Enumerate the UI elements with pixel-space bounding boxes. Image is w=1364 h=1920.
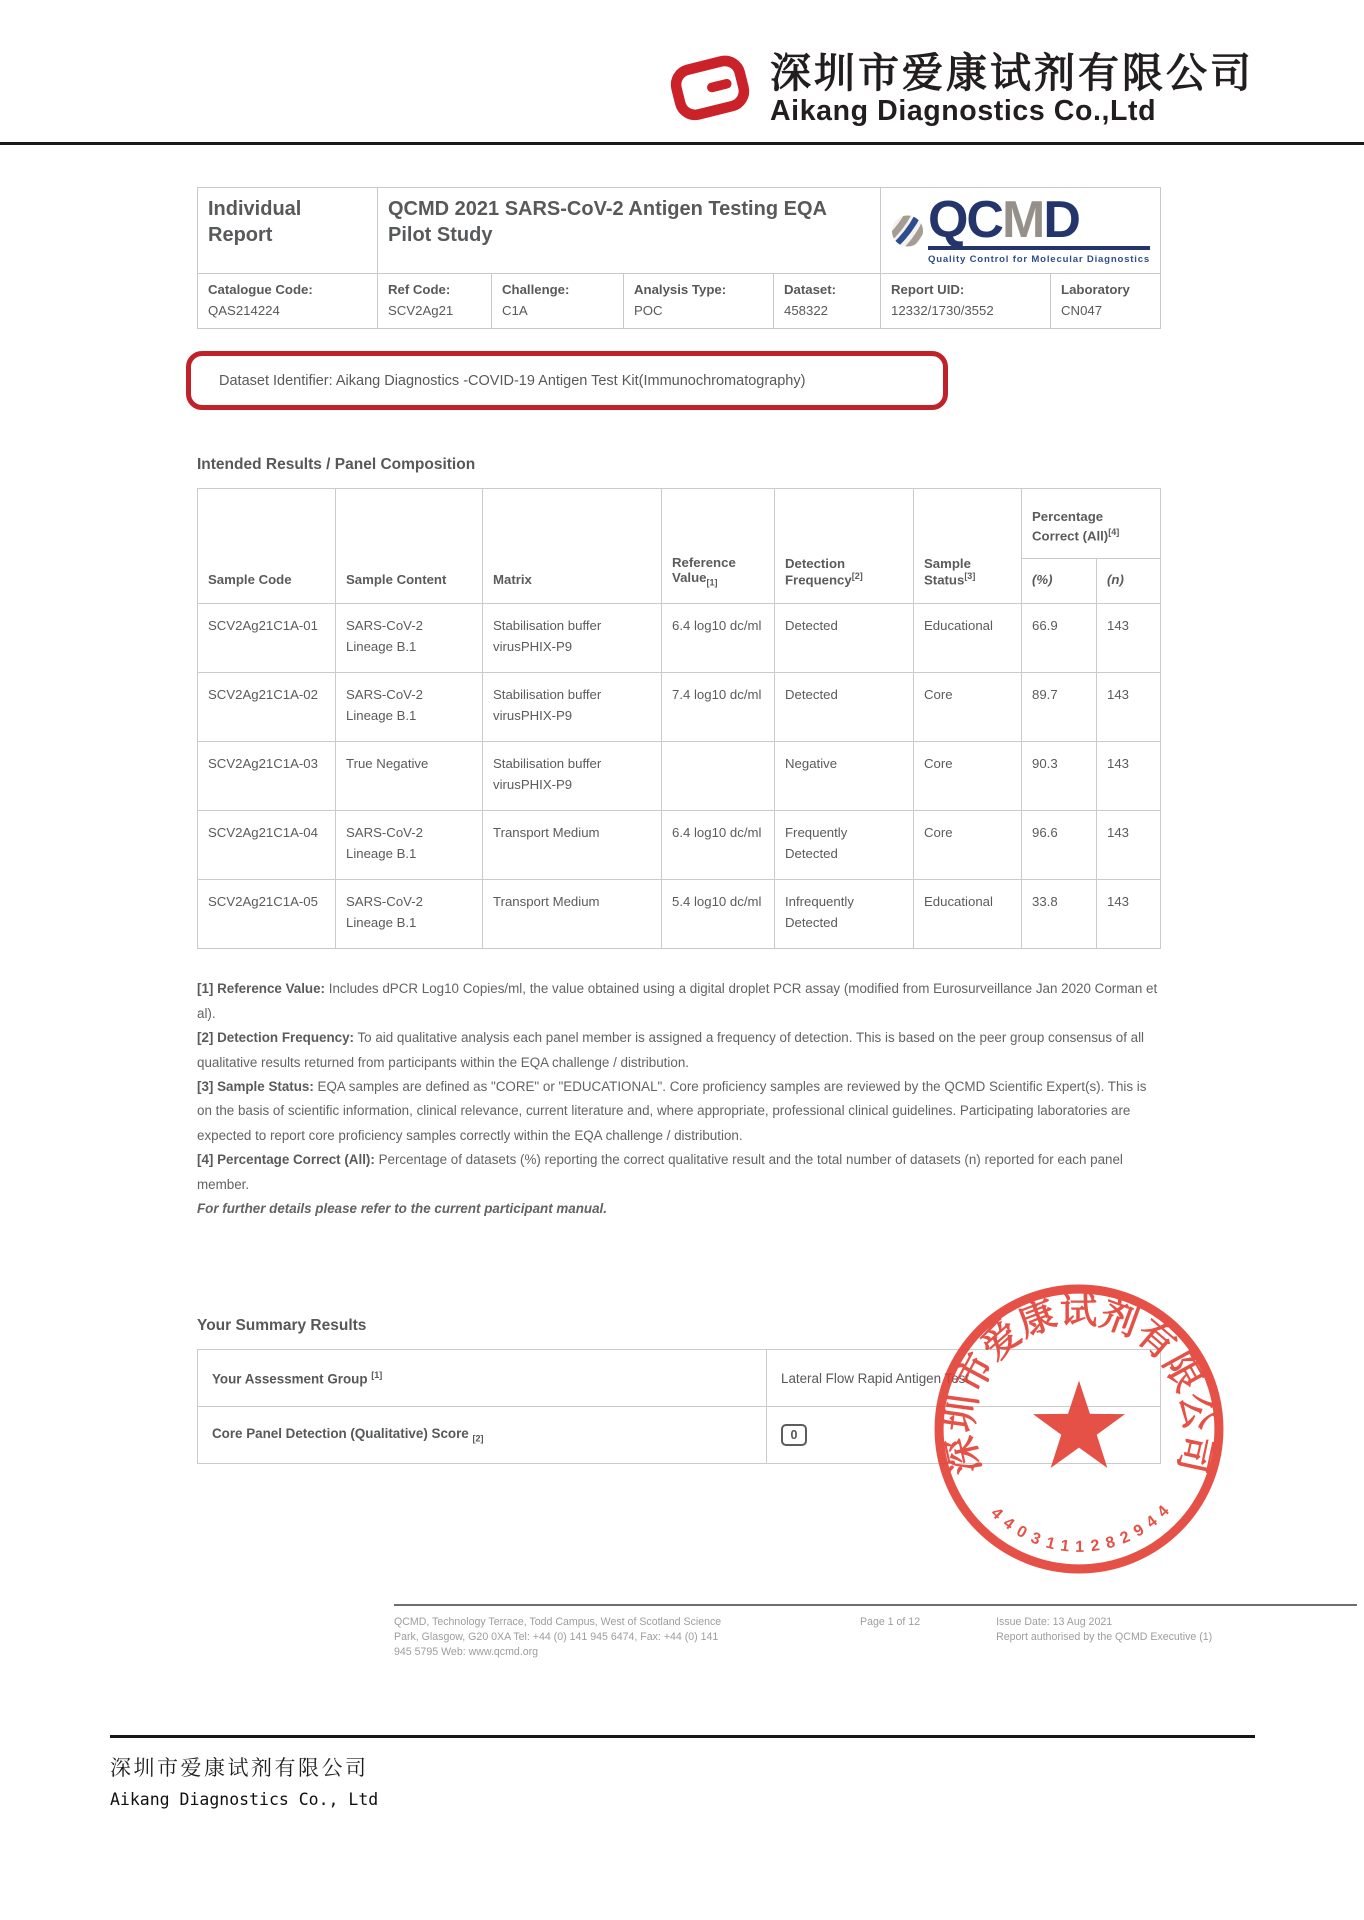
table-row: SCV2Ag21C1A-05 SARS-CoV-2 Lineage B.1 Transport Medium 5.4 log10 dc/ml Infrequently Detected Educational 33.8 143 [198,880,1161,949]
table-row: SCV2Ag21C1A-01 SARS-CoV-2 Lineage B.1 Stabilisation buffer virusPHIX-P9 6.4 log10 dc/ml Detected Educational 66.9 143 [198,604,1161,673]
company-names [770,52,1254,128]
col-sample-content: Sample Content [336,489,483,604]
meta-laboratory: Laboratory CN047 [1051,274,1161,329]
dataset-identifier-text: Dataset Identifier: Aikang Diagnostics -COVID-19 Antigen Test Kit(Immunochromatography) [219,372,806,389]
table-row [198,1350,1161,1407]
participant-manual-note: For further details please refer to the current participant manual. [197,1200,607,1216]
assessment-group-value: Lateral Flow Rapid Antigen Test [767,1350,1161,1407]
qcmd-letters-qc: QC [927,191,1002,249]
report-header-table [197,187,1161,329]
footnotes [197,977,1160,1221]
col-matrix: Matrix [483,489,662,604]
summary-section-title: Your Summary Results [197,1317,367,1335]
col-sample-status: Sample Status[3] [914,489,1022,604]
col-percentage-correct: Percentage Correct (All)[4] [1022,489,1161,559]
company-letterhead [0,0,1364,145]
assessment-group-label: Your Assessment Group [1] [198,1350,767,1407]
panel-section-title: Intended Results / Panel Composition [197,456,476,474]
bottom-company-block [110,1752,378,1809]
stamp-serial-number: 4403111282944 [987,1501,1173,1556]
col-detection-frequency: Detection Frequency[2] [775,489,914,604]
meta-challenge: Challenge: C1A [492,274,624,329]
meta-report-uid: Report UID: 12332/1730/3552 [881,274,1051,329]
qcmd-address: QCMD, Technology Terrace, Todd Campus, West of Scotland Science Park, Glasgow, G20 0XA Tel: +44 (0) 141 945 6474, Fax: +44 (0) 141 945 5795 Web: www.qcmd.org [394,1616,722,1658]
footnote-4: [4] Percentage Correct (All): Percentage of datasets (%) reporting the correct qualitative result and the total number of datasets (n) reported for each panel member. [197,1152,1123,1192]
footnote-2: [2] Detection Frequency: To aid qualitative analysis each panel member is assigned a frequency of detection. This is based on the peer group consensus of all qualitative results returned from participants within the EQA challenge / distribution. [197,1030,1145,1070]
meta-dataset: Dataset: 458322 [774,274,881,329]
meta-ref-code: Ref Code: SCV2Ag21 [378,274,492,329]
report-type: Individual Report [198,188,378,274]
qcmd-letter-m: M [1001,191,1044,249]
bottom-company-name-en: Aikang Diagnostics Co., Ltd [110,1790,379,1809]
qcmd-page-footer [394,1604,1357,1659]
report-content [197,187,1213,1660]
footnote-1: [1] Reference Value: Includes dPCR Log10 Copies/ml, the value obtained using a digital droplet PCR assay (modified from Eurosurveillance Jan 2020 Corman et al). [197,981,1158,1021]
company-name-en: Aikang Diagnostics Co.,Ltd [770,95,1157,128]
col-sample-code: Sample Code [198,489,336,604]
col-reference-value: Reference Value$_{[1]}$ [662,489,775,604]
panel-composition-table [197,488,1161,949]
summary-results-table [197,1349,1161,1464]
core-panel-score-label: Core Panel Detection (Qualitative) Score $_{[2]}$ [198,1407,767,1464]
table-row: SCV2Ag21C1A-02 SARS-CoV-2 Lineage B.1 Stabilisation buffer virusPHIX-P9 7.4 log10 dc/ml Detected Core 89.7 143 [198,673,1161,742]
qcmd-letter-d: D [1043,191,1079,249]
footnote-3: [3] Sample Status: EQA samples are defined as "CORE" or "EDUCATIONAL". Core proficiency samples are reviewed by the QCMD Scientific Expert(s). This is on the basis of scientific information, clinical relevance, current literature and, where appropriate, professional clinical guidelines. Participating laboratories are expected to report core proficiency samples correctly within the EQA challenge / distribution. [197,1078,1147,1143]
bottom-divider [110,1735,1255,1738]
col-n: (n) [1097,559,1161,604]
issue-date: Issue Date: 13 Aug 2021 [996,1616,1113,1629]
qcmd-globe-icon [891,199,924,263]
meta-catalogue-code: Catalogue Code: QAS214224 [198,274,378,329]
score-box: 0 [781,1424,807,1446]
table-row: SCV2Ag21C1A-04 SARS-CoV-2 Lineage B.1 Transport Medium 6.4 log10 dc/ml Frequently Detected Core 96.6 143 [198,811,1161,880]
table-row [198,1407,1161,1464]
qcmd-wordmark [927,191,1151,266]
report-title: QCMD 2021 SARS-CoV-2 Antigen Testing EQA Pilot Study [378,188,881,274]
company-name-zh: 深圳市爱康试剂有限公司 [770,50,1254,97]
bottom-company-name-zh: 深圳市爱康试剂有限公司 [110,1757,369,1780]
aikang-logo-icon [664,44,756,128]
table-row: SCV2Ag21C1A-03 True Negative Stabilisation buffer virusPHIX-P9 Negative Core 90.3 143 [198,742,1161,811]
dataset-identifier-box [186,351,948,410]
col-pct: (%) [1022,559,1097,604]
authorised-by: Report authorised by the QCMD Executive (1) [996,1631,1213,1644]
qcmd-logo [881,188,1161,274]
page-number: Page 1 of 12 [860,1616,921,1629]
core-panel-score-value [767,1407,1161,1464]
qcmd-tagline: Quality Control for Molecular Diagnostics [927,254,1151,266]
meta-analysis-type: Analysis Type: POC [624,274,774,329]
stamp-ring-text: 深圳市爱康试剂有限公司 [938,1289,1220,1478]
issue-authorisation [996,1615,1212,1645]
